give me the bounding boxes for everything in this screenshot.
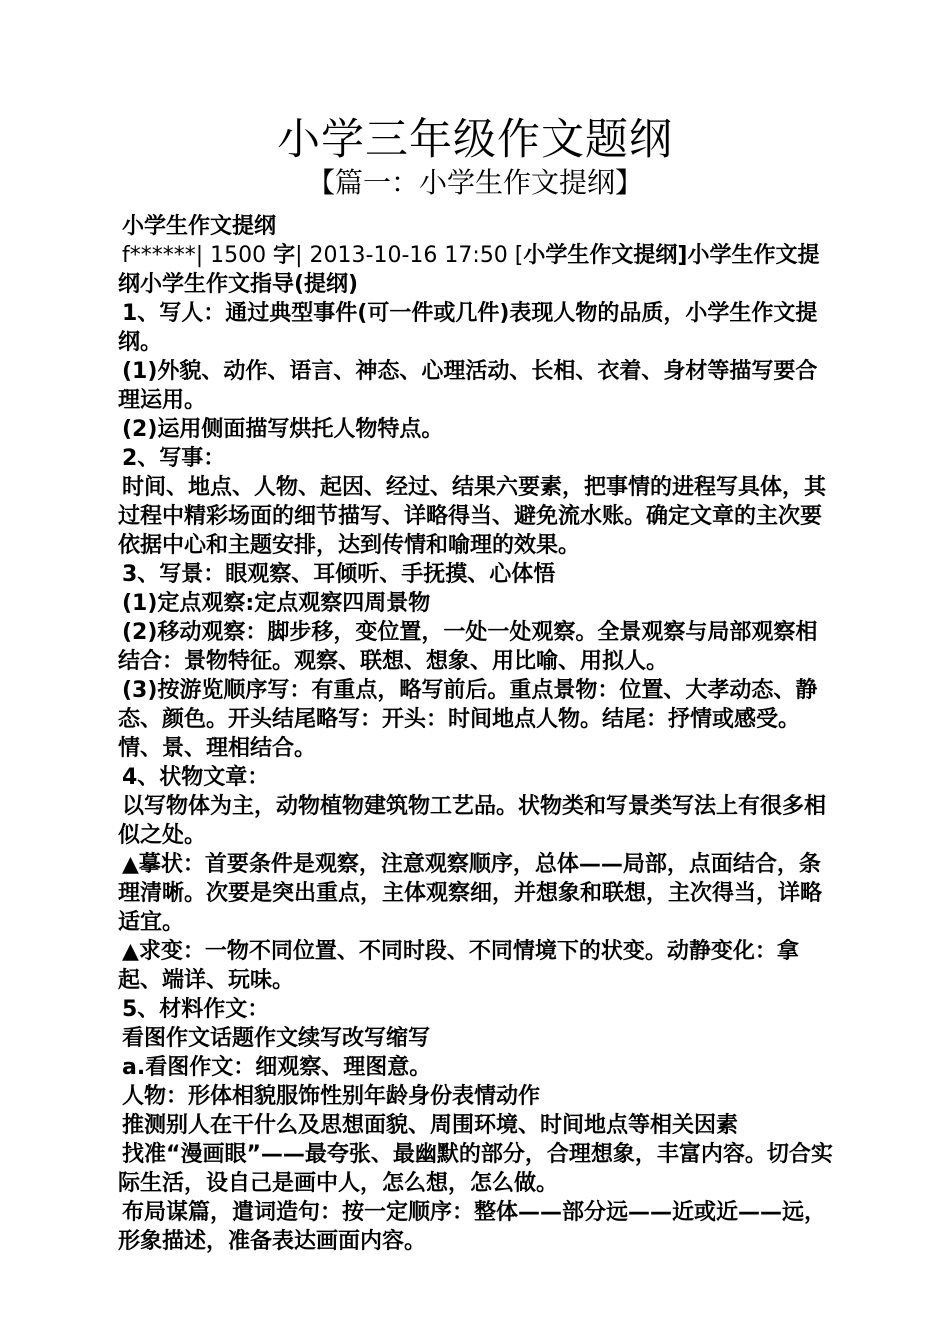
meta-date: | 2013-10-16 17:50 [ bbox=[295, 243, 524, 268]
paragraph: 人物：形体相貌服饰性别年龄身份表情动作 bbox=[122, 1084, 541, 1109]
paragraph: ▲摹状：首要条件是观察，注意观察顺序，总体——局部，点面结合，条理清晰。次要是突出重点，主体观察细，并想象和联想，主次得当，详略适宜。 bbox=[118, 852, 823, 935]
paragraph: (3)按游览顺序写：有重点，略写前后。重点景物：位置、大孝动态、静态、颜色。开头结尾略写：开头：时间地点人物。结尾：抒情或感受。情、景、理相结合。 bbox=[118, 678, 818, 761]
meta-sep: | bbox=[195, 243, 211, 268]
paragraph: 看图作文话题作文续写改写缩写 bbox=[122, 1026, 431, 1051]
paragraph: a.看图作文：细观察、理图意。 bbox=[122, 1055, 432, 1080]
meta-count-unit: 字 bbox=[273, 243, 296, 268]
paragraph: 找准“漫画眼”——最夸张、最幽默的部分，合理想象，丰富内容。切合实际生活，设自己是画中人，怎么想，怎么做。 bbox=[118, 1142, 833, 1196]
paragraph: 以写物体为主，动物植物建筑物工艺品。状物类和写景类写法上有很多相似之处。 bbox=[118, 794, 827, 848]
paragraph: (1)外貌、动作、语言、神态、心理活动、长相、衣着、身材等描写要合理运用。 bbox=[118, 359, 818, 413]
paragraph: 5、材料作文： bbox=[122, 997, 270, 1022]
paragraph: (1)定点观察:定点观察四周景物 bbox=[122, 591, 431, 616]
paragraph: 3、写景：眼观察、耳倾听、手抚摸、心体悟 bbox=[122, 562, 556, 587]
meta-author: f****** bbox=[122, 243, 196, 268]
paragraph: (2)运用侧面描写烘托人物特点。 bbox=[122, 417, 444, 442]
paragraph: 时间、地点、人物、起因、经过、结果六要素，把事情的进程写具体，其过程中精彩场面的细节描写、详略得当、避免流水账。确定文章的主次要依据中心和主题安排，达到传情和喻理的效果。 bbox=[118, 475, 827, 558]
paragraph: (2)移动观察：脚步移，变位置，一处一处观察。全景观察与局部观察相结合：景物特征。观察、联想、想象、用比喻、用拟人。 bbox=[118, 620, 818, 674]
meta-link: 小学生作文提纲]小学生作文提纲小学生作文指导(提纲) bbox=[118, 243, 820, 297]
meta-line bbox=[118, 241, 838, 299]
paragraph: 推测别人在干什么及思想面貌、周围环境、时间地点等相关因素 bbox=[122, 1113, 739, 1138]
paragraph: 布局谋篇，遣词造句：按一定顺序：整体——部分远——近或近——远，形象描述，准备表达画面内容。 bbox=[118, 1200, 827, 1254]
meta-count: 1500 bbox=[210, 243, 274, 268]
document-body bbox=[118, 212, 838, 1256]
paragraph: 4、状物文章： bbox=[122, 765, 270, 790]
paragraph: 2、写事： bbox=[122, 446, 226, 471]
paragraph: ▲求变：一物不同位置、不同时段、不同情境下的状变。动静变化：拿起、端详、玩味。 bbox=[118, 939, 799, 993]
section-heading: 小学生作文提纲 bbox=[122, 214, 277, 239]
paragraph: 1、写人：通过典型事件(可一件或几件)表现人物的品质，小学生作文提纲。 bbox=[118, 301, 818, 355]
document-title: 小学三年级作文题纲 bbox=[277, 115, 673, 165]
document-subtitle: 【篇一：小学生作文提纲】 bbox=[306, 166, 643, 199]
